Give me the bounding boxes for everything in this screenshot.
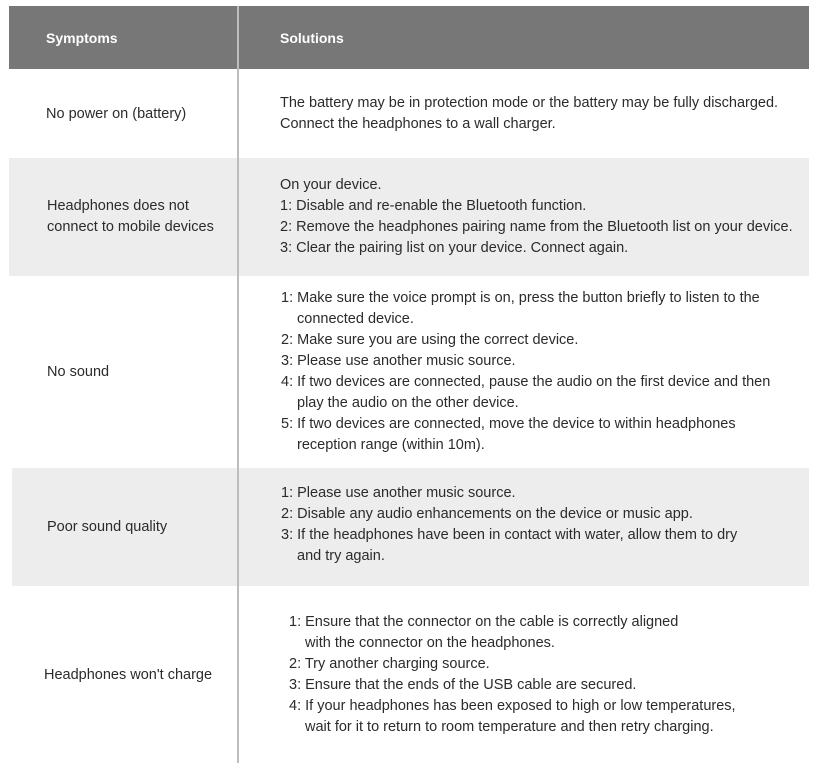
solution-line: 1: Disable and re-enable the Bluetooth function. bbox=[280, 198, 587, 214]
solution-line: 2: Try another charging source. bbox=[289, 656, 490, 672]
column-divider bbox=[237, 6, 239, 763]
solution-line: 2: Remove the headphones pairing name from the Bluetooth list on your device. bbox=[280, 219, 793, 235]
solution-line: 4: If two devices are connected, pause the audio on the first device and then bbox=[281, 374, 771, 390]
solution-line: 1: Please use another music source. bbox=[281, 485, 516, 501]
solution-line: 3: Clear the pairing list on your device. Connect again. bbox=[280, 240, 629, 256]
symptom-text: Headphones won't charge bbox=[44, 667, 213, 683]
header-solutions: Solutions bbox=[280, 29, 344, 46]
symptom-text: No sound bbox=[47, 363, 110, 380]
symptom-cell bbox=[0, 588, 237, 763]
solution-cell bbox=[281, 483, 737, 567]
symptom-text: Headphones does not bbox=[47, 198, 189, 214]
solution-line: 2: Disable any audio enhancements on the device or music app. bbox=[281, 506, 693, 522]
solution-line: 4: If your headphones has been exposed to high or low temperatures, bbox=[289, 698, 736, 714]
solution-line: and try again. bbox=[297, 548, 385, 564]
header-symptoms: Symptoms bbox=[46, 29, 118, 46]
solution-line: 3: If the headphones have been in contact with water, allow them to dry bbox=[281, 527, 738, 543]
solution-cell bbox=[280, 175, 793, 259]
solution-line: Connect the headphones to a wall charger. bbox=[280, 116, 556, 132]
solution-line: 2: Make sure you are using the correct device. bbox=[281, 332, 579, 348]
solution-line: play the audio on the other device. bbox=[297, 395, 519, 411]
solution-line: 1: Make sure the voice prompt is on, press the button briefly to listen to the bbox=[281, 290, 760, 306]
solution-line: 5: If two devices are connected, move the device to within headphones bbox=[281, 416, 736, 432]
solution-line: The battery may be in protection mode or the battery may be fully discharged. bbox=[280, 95, 779, 111]
symptom-text: No power on (battery) bbox=[46, 105, 187, 122]
solution-cell bbox=[280, 93, 778, 135]
solution-line: wait for it to return to room temperature and then retry charging. bbox=[305, 719, 714, 735]
solution-line: 1: Ensure that the connector on the cable is correctly aligned bbox=[289, 614, 679, 630]
solution-cell bbox=[289, 612, 736, 738]
symptom-text: Poor sound quality bbox=[47, 518, 168, 535]
symptom-cell bbox=[0, 72, 237, 156]
solution-line: 3: Ensure that the ends of the USB cable are secured. bbox=[289, 677, 637, 693]
table-header bbox=[9, 6, 809, 69]
solution-line: connected device. bbox=[297, 311, 414, 327]
symptom-cell bbox=[0, 468, 237, 586]
solution-line: 3: Please use another music source. bbox=[281, 353, 516, 369]
solution-line: reception range (within 10m). bbox=[297, 437, 485, 453]
solution-line: On your device. bbox=[280, 177, 382, 193]
solution-cell bbox=[281, 288, 770, 456]
symptom-cell bbox=[0, 278, 237, 466]
symptom-cell bbox=[0, 158, 237, 276]
symptom-text: connect to mobile devices bbox=[47, 219, 214, 235]
solution-line: with the connector on the headphones. bbox=[305, 635, 555, 651]
